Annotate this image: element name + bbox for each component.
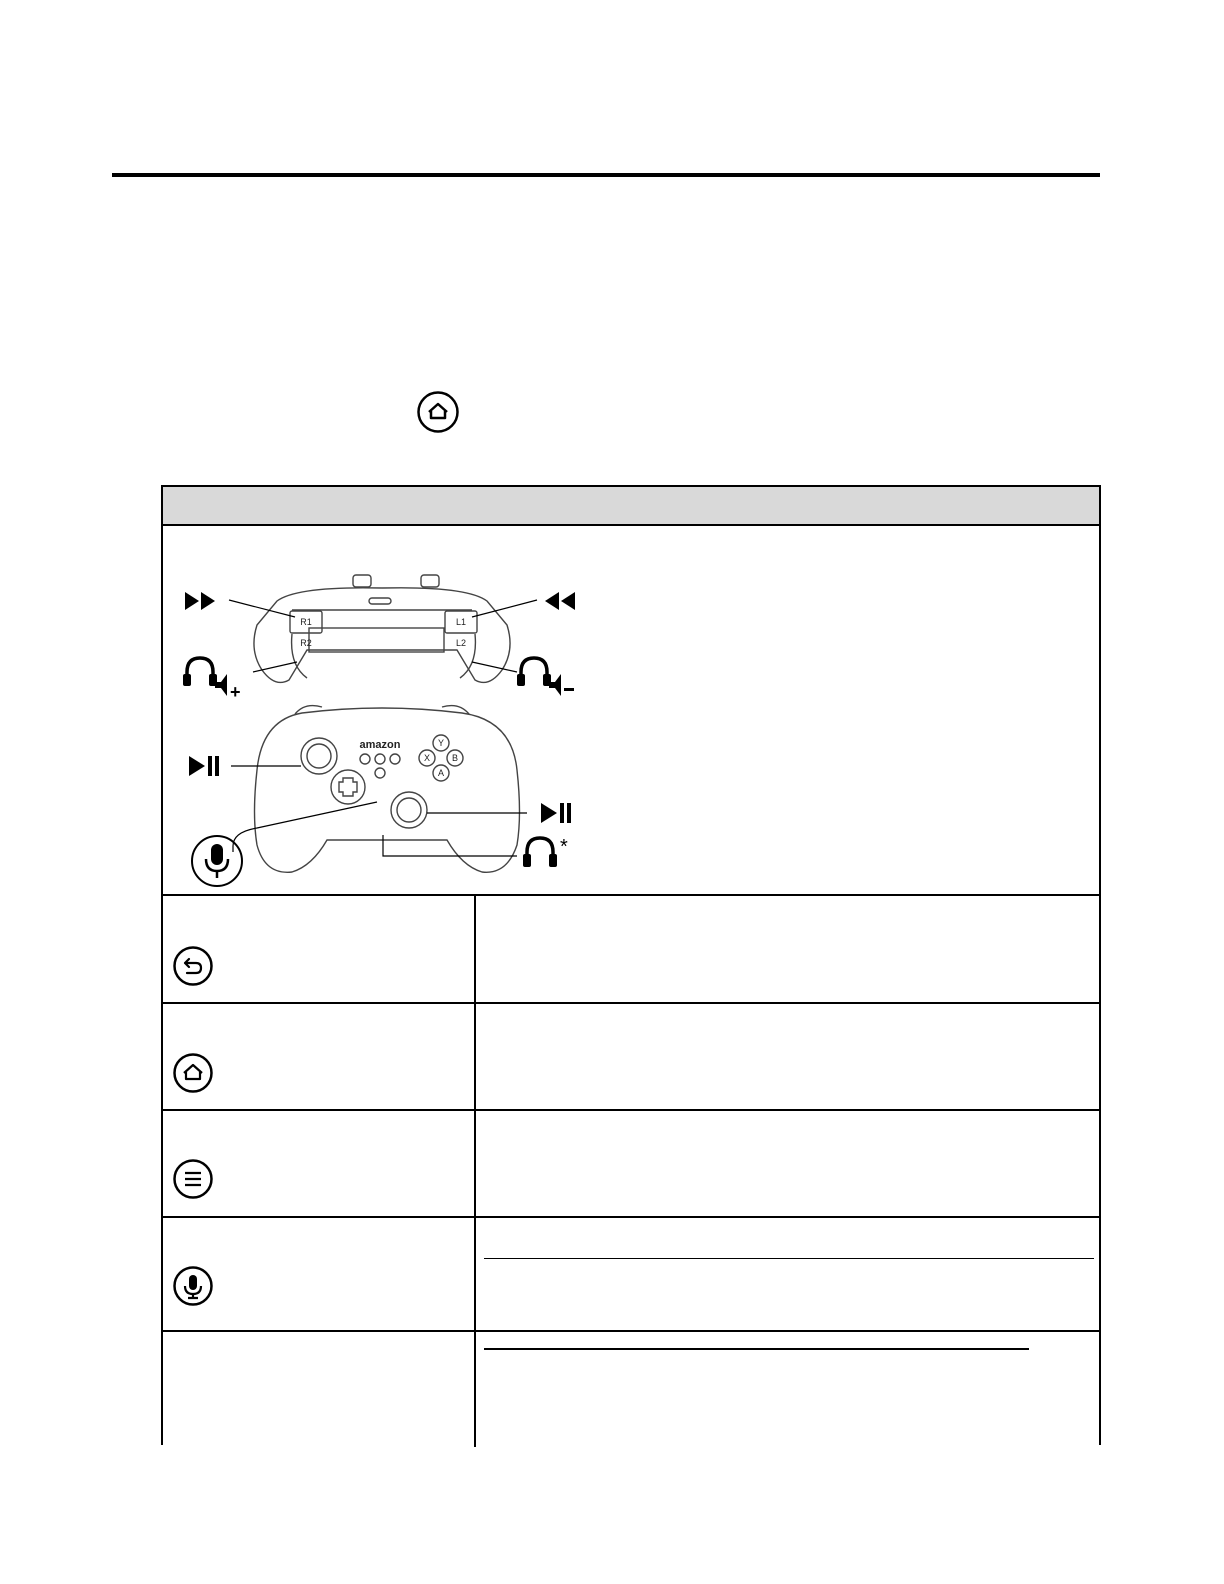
headset-volume-down-icon <box>517 658 574 696</box>
heading-rule <box>112 173 1100 177</box>
fast-forward-icon <box>185 592 215 610</box>
l1-label: L1 <box>455 617 467 627</box>
column-divider <box>474 1004 476 1109</box>
l2-label: L2 <box>455 638 467 648</box>
column-divider <box>474 1111 476 1216</box>
y-label: Y <box>437 738 445 748</box>
table-row <box>163 1004 1099 1111</box>
b-label: B <box>451 753 459 763</box>
svg-text:+: + <box>230 682 241 702</box>
diagram-cell <box>163 526 1099 896</box>
headset-volume-up-icon <box>183 658 241 702</box>
rewind-icon <box>545 592 575 610</box>
r1-label: R1 <box>300 617 312 627</box>
table-row <box>163 1332 1099 1447</box>
microphone-icon <box>172 1265 214 1307</box>
column-divider <box>474 1218 476 1330</box>
table-row <box>163 1218 1099 1332</box>
column-divider <box>474 896 476 1002</box>
text-underline <box>484 1348 1029 1350</box>
headset-icon <box>523 836 568 867</box>
table-row <box>163 1111 1099 1218</box>
menu-icon <box>172 1158 214 1200</box>
column-divider <box>474 1332 476 1447</box>
back-icon <box>172 945 214 987</box>
microphone-icon <box>192 836 242 886</box>
r2-label: R2 <box>300 638 312 648</box>
x-label: X <box>423 753 431 763</box>
table-header <box>163 487 1099 526</box>
text-underline <box>484 1258 1094 1259</box>
home-icon <box>172 1052 214 1094</box>
table-row <box>163 896 1099 1004</box>
play-pause-icon <box>189 756 219 776</box>
controller-diagram <box>177 570 587 890</box>
controller-table <box>161 485 1101 1445</box>
play-pause-icon <box>541 803 571 823</box>
brand-label: amazon <box>359 739 401 751</box>
a-label: A <box>437 768 445 778</box>
headset-asterisk: * <box>560 836 568 858</box>
home-icon <box>416 390 460 434</box>
